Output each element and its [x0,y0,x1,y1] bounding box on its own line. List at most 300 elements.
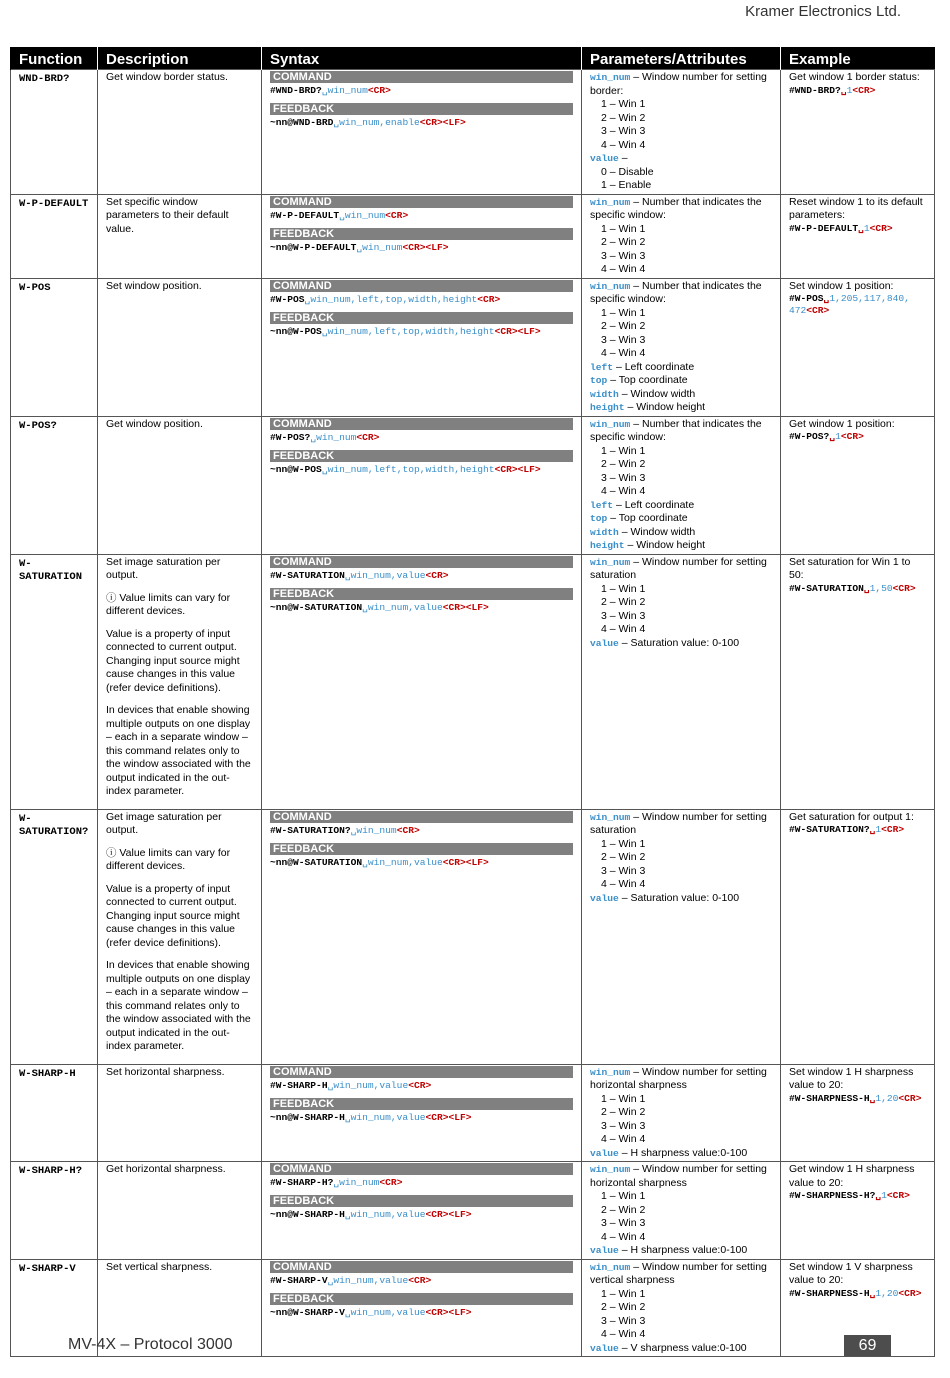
description-paragraph: Value is a property of input connected to current output. Changing input source might cause changes in this value (refer device definitions). [106,882,240,949]
command-label: COMMAND [270,556,573,568]
feedback-syntax [270,240,573,260]
function-cell: W-SHARP-V [11,1259,98,1357]
feedback-syntax-part: ␣win_num,enable [333,117,420,128]
example-command-part: 1 [863,222,870,234]
feedback-syntax-part: ␣win_num,left,top,width,height [321,325,495,337]
parameter-description: – Window number for setting border: [590,71,767,97]
table-row [11,1162,935,1260]
function-cell: W-P-DEFAULT [11,194,98,278]
command-syntax-part: #W-SHARP-H? [270,1177,334,1188]
feedback-syntax [270,600,573,620]
description-cell [98,1162,262,1260]
example-command-part: <CR> [898,1092,922,1104]
parameter-line [590,1244,772,1258]
example-command-part: <CR> [881,824,905,835]
parameter-option: 4 – Win 4 [601,347,646,359]
command-label: COMMAND [270,1163,573,1175]
parameter-description: – Number that indicates the specific window: [590,279,762,305]
company-name: Kramer Electronics Ltd. [745,3,901,20]
command-syntax-part: #W-POS? [270,431,311,443]
parameter-option: 1 – Win 1 [601,1092,646,1105]
description-paragraph: Get window border status. [106,71,228,83]
command-syntax-part: <CR> [379,1177,403,1188]
parameter-description: – Window number for setting horizontal sharpness [590,1163,767,1189]
example-cell [781,278,935,416]
description-paragraph: Value is a property of input connected to current output. Changing input source might cause changes in this value (refer device definitions). [106,627,240,694]
parameter-name: left [590,361,614,373]
example-cell [781,809,935,1064]
feedback-syntax-part: <CR><LF> [442,601,489,613]
parameter-description: – Left coordinate [613,498,695,511]
command-label: COMMAND [270,280,573,292]
parameter-option: 1 – Win 1 [601,1190,646,1202]
parameter-name: height [590,540,625,551]
example-command-part: #WND-BRD? [789,84,841,96]
command-syntax-part: ␣win_num [350,824,397,836]
syntax-cell [262,809,582,1064]
table-row [11,809,935,1064]
parameter-option: 1 – Enable [601,179,652,191]
example-command-part: 1,50 [869,582,893,594]
page-number: 69 [844,1335,891,1356]
feedback-syntax-part: ␣win_num [356,241,403,253]
feedback-syntax-part: ~nn@W-SATURATION [270,601,363,613]
example-text: Get saturation for output 1: [789,810,914,823]
example-command-part: #W-SHARPNESS-H [789,1092,870,1104]
feedback-syntax-part: ␣win_num,left,top,width,height [321,463,495,475]
example-command [789,293,926,317]
parameter-description: – Window width [618,387,696,400]
function-cell: W-SATURATION? [11,809,98,1064]
footer-product: MV-4X – Protocol 3000 [68,1336,233,1353]
parameter-description: – H sharpness value:0-100 [618,1244,748,1256]
parameter-name: win_num [590,1066,631,1078]
command-label: COMMAND [270,1261,573,1273]
column-header-example: Example [781,47,935,70]
command-syntax [270,292,573,312]
parameter-description: – Saturation value: 0-100 [618,636,740,649]
parameter-option: 1 – Win 1 [601,98,646,110]
function-cell: W-SATURATION [11,554,98,809]
parameter-description: – Left coordinate [613,360,695,373]
description-cell [98,1064,262,1162]
description-paragraph: Set horizontal sharpness. [106,1065,225,1078]
command-syntax-part: ␣win_num,value [327,1079,409,1091]
column-header-function: Function [11,47,98,70]
example-command-part: 1 [835,431,841,442]
parameter-option: 4 – Win 4 [601,1328,646,1340]
feedback-syntax-part: ~nn@W-POS [270,325,322,337]
command-syntax-part: <CR> [425,569,449,581]
description-paragraph: Set window position. [106,279,202,292]
command-label: COMMAND [270,71,573,83]
description-cell [98,278,262,416]
parameter-line [590,539,772,553]
command-syntax [270,83,573,103]
parameter-line [590,361,772,375]
feedback-label: FEEDBACK [270,843,573,855]
feedback-syntax-part: ~nn@W-SHARP-H [270,1209,345,1220]
parameter-description: – Window number for setting vertical sharpness [590,1260,767,1286]
parameter-description: – H sharpness value:0-100 [618,1146,748,1159]
command-syntax-part: ␣win_num,left,top,width,height [304,293,478,305]
example-command-part: #W-POS? [789,431,830,442]
parameter-line [590,374,772,388]
example-command-part: <CR> [806,305,830,316]
example-command-part: ␣ [829,431,836,442]
parameter-line [590,556,772,583]
parameter-description: – Saturation value: 0-100 [618,891,740,904]
function-cell: WND-BRD? [11,70,98,195]
table-row [11,194,935,278]
syntax-cell [262,70,582,195]
example-command-part: <CR> [898,1287,922,1299]
parameter-option: 4 – Win 4 [601,1133,646,1145]
parameters-cell [582,1259,781,1357]
description-cell [98,554,262,809]
parameter-line [590,71,772,98]
parameter-name: win_num [590,280,631,292]
description-paragraph: Get horizontal sharpness. [106,1163,226,1175]
parameter-option: 3 – Win 3 [601,249,646,262]
function-cell: W-POS? [11,416,98,554]
feedback-syntax-part: ␣win_num,value [344,1306,426,1318]
parameters-cell [582,194,781,278]
example-command [789,431,926,443]
parameter-line [590,152,772,166]
example-text: Set window 1 V sharpness value to 20: [789,1260,913,1286]
parameter-name: value [590,1245,619,1256]
example-command [789,223,926,235]
parameter-line [590,1261,772,1288]
example-cell [781,1162,935,1260]
example-command-part: 1,20 [875,1092,899,1104]
parameter-option: 2 – Win 2 [601,1301,646,1313]
parameter-option: 2 – Win 2 [601,111,646,124]
example-cell [781,70,935,195]
table-header-row [11,47,935,70]
feedback-label: FEEDBACK [270,1098,573,1110]
syntax-cell [262,278,582,416]
syntax-cell [262,194,582,278]
command-syntax-part: <CR> [385,209,409,221]
parameter-name: win_num [590,418,631,430]
parameter-line [590,512,772,526]
command-syntax [270,823,573,843]
parameter-name: top [590,513,608,524]
feedback-syntax [270,324,573,344]
parameter-description: – Window width [618,525,696,538]
feedback-label: FEEDBACK [270,103,573,115]
parameter-name: width [590,526,619,538]
parameter-option: 3 – Win 3 [601,471,646,484]
parameter-line [590,196,772,223]
parameter-option: 2 – Win 2 [601,851,646,863]
command-label: COMMAND [270,811,573,823]
example-command [789,824,926,836]
example-command-part: #W-POS [789,293,824,304]
parameter-option: 2 – Win 2 [601,320,646,332]
parameter-option: 1 – Win 1 [601,444,646,457]
parameter-name: left [590,499,614,511]
command-syntax-part: <CR> [408,1079,432,1091]
syntax-cell [262,554,582,809]
table-row [11,416,935,554]
command-label: COMMAND [270,418,573,430]
command-syntax [270,430,573,450]
example-command [789,583,926,595]
parameter-option: 3 – Win 3 [601,864,646,877]
feedback-syntax [270,462,573,482]
parameter-option: 3 – Win 3 [601,1119,646,1132]
parameters-cell [582,554,781,809]
example-text: Set window 1 H sharpness value to 20: [789,1065,914,1091]
feedback-syntax-part: <CR><LF> [402,241,449,253]
feedback-label: FEEDBACK [270,1195,573,1207]
parameter-description: – Window height [624,539,706,551]
example-cell [781,194,935,278]
parameter-description: – [618,152,628,164]
command-syntax-part: <CR> [408,1274,432,1286]
description-cell [98,194,262,278]
function-cell: W-POS [11,278,98,416]
table-body [11,70,935,1357]
command-syntax [270,568,573,588]
feedback-syntax [270,1207,573,1227]
command-syntax [270,1078,573,1098]
command-syntax-part: <CR> [356,431,380,443]
example-command-part: <CR> [852,84,876,96]
description-paragraph: Get image saturation per output. [106,810,222,836]
feedback-syntax-part: <CR><LF> [494,463,541,475]
description-paragraph: ⓘ Value limits can vary for different devices. [106,591,231,617]
parameter-option: 4 – Win 4 [601,1230,646,1243]
parameter-option: 4 – Win 4 [601,263,646,275]
description-cell [98,809,262,1064]
parameter-description: – Number that indicates the specific window: [590,195,762,221]
description-cell [98,70,262,195]
table-row [11,70,935,195]
command-label: COMMAND [270,196,573,208]
example-command [789,1288,926,1300]
feedback-syntax [270,115,573,135]
parameter-description: – Window number for setting saturation [590,555,767,581]
parameters-cell [582,278,781,416]
parameter-option: 4 – Win 4 [601,485,646,497]
command-syntax-part: #WND-BRD? [270,85,322,96]
command-syntax-part: <CR> [396,824,420,836]
example-command-part: #W-SHARPNESS-H? [789,1190,876,1201]
feedback-label: FEEDBACK [270,588,573,600]
feedback-syntax-part: ~nn@W-SHARP-H [270,1111,345,1123]
parameter-name: value [590,637,619,649]
parameter-option: 2 – Win 2 [601,1203,646,1216]
example-cell [781,554,935,809]
parameter-option: 1 – Win 1 [601,1287,646,1300]
parameter-line [590,892,772,906]
example-text: Set saturation for Win 1 to 50: [789,555,911,581]
parameter-line [590,811,772,838]
example-text: Set window 1 position: [789,279,894,292]
parameter-option: 2 – Win 2 [601,596,646,608]
parameter-line [590,499,772,513]
example-command-part: ␣ [823,293,830,304]
description-cell [98,416,262,554]
parameter-name: win_num [590,811,631,823]
example-command-part: <CR> [869,222,893,234]
parameters-cell [582,1162,781,1260]
function-cell: W-SHARP-H? [11,1162,98,1260]
parameter-line [590,1066,772,1093]
column-header-syntax: Syntax [262,47,582,70]
command-syntax-part: ␣win_num,value [327,1274,409,1286]
feedback-syntax-part: ␣win_num,value [344,1209,426,1220]
example-text: Reset window 1 to its default parameters: [789,195,923,221]
parameters-cell [582,809,781,1064]
parameters-cell [582,70,781,195]
example-command-part: ␣ [869,824,876,835]
description-paragraph: Set specific window parameters to their default value. [106,195,229,235]
feedback-syntax-part: ␣win_num,value [362,856,443,868]
feedback-syntax [270,1305,573,1325]
parameter-line [590,1147,772,1161]
example-command-part: ␣ [858,222,864,234]
parameter-option: 0 – Disable [601,165,654,178]
parameter-name: value [590,1342,619,1354]
command-syntax [270,208,573,228]
parameter-option: 3 – Win 3 [601,333,646,346]
feedback-syntax-part: ~nn@WND-BRD [270,117,334,128]
parameter-option: 2 – Win 2 [601,1106,646,1118]
parameter-name: win_num [590,196,631,208]
feedback-label: FEEDBACK [270,1293,573,1305]
parameter-name: value [590,892,619,904]
parameter-name: height [590,402,625,413]
command-syntax-part: ␣win_num,value [344,569,426,581]
feedback-syntax-part: <CR><LF> [425,1306,472,1318]
description-paragraph: Set vertical sharpness. [106,1260,213,1273]
parameter-name: win_num [590,1164,631,1175]
parameter-option: 2 – Win 2 [601,236,646,248]
parameter-line [590,1342,772,1356]
example-command-part: ␣ [875,1190,882,1201]
description-paragraph: In devices that enable showing multiple outputs on one display – each in a separate window – this command relates only to the window associated with the output indicated in the out-index parameter. [106,704,251,797]
example-text: Get window 1 border status: [789,71,920,83]
example-command-part: <CR> [840,431,864,442]
command-syntax-part: ␣win_num [310,431,357,443]
parameter-option: 3 – Win 3 [601,1217,646,1229]
parameter-name: value [590,153,619,164]
command-syntax-part: ␣win_num [333,1177,380,1188]
feedback-label: FEEDBACK [270,312,573,324]
parameter-description: – Window number for setting saturation [590,810,767,836]
example-command-part: 1 [881,1190,887,1201]
column-header-parameters: Parameters/Attributes [582,47,781,70]
parameter-name: top [590,375,608,386]
feedback-syntax-part: ~nn@W-SHARP-V [270,1306,345,1318]
example-cell [781,1064,935,1162]
example-command-part: <CR> [886,1190,910,1201]
parameter-option: 1 – Win 1 [601,222,646,235]
example-command-part: <CR> [892,582,916,594]
feedback-syntax-part: <CR><LF> [442,856,489,868]
parameter-line [590,418,772,445]
example-command-part: #W-SHARPNESS-H [789,1287,870,1299]
parameter-name: value [590,1147,619,1159]
feedback-syntax-part: ~nn@W-P-DEFAULT [270,241,357,253]
example-command [789,1093,926,1105]
parameter-line [590,401,772,415]
example-command-part: ␣ [869,1092,876,1104]
function-cell: W-SHARP-H [11,1064,98,1162]
command-syntax-part: ␣win_num [321,85,368,96]
parameter-option: 4 – Win 4 [601,138,646,151]
parameter-name: win_num [590,1261,631,1273]
command-label: COMMAND [270,1066,573,1078]
parameter-description: – V sharpness value:0-100 [618,1341,747,1354]
parameter-option: 3 – Win 3 [601,1314,646,1327]
protocol-table [10,47,935,1357]
feedback-syntax [270,855,573,875]
parameter-description: – Number that indicates the specific window: [590,417,762,443]
command-syntax-part: #W-P-DEFAULT [270,209,340,221]
feedback-syntax-part: <CR><LF> [419,117,466,128]
parameter-line [590,526,772,540]
table-row [11,554,935,809]
command-syntax-part: #W-SATURATION? [270,824,351,836]
description-paragraph: Get window position. [106,417,203,430]
feedback-label: FEEDBACK [270,228,573,240]
parameter-line [590,1163,772,1190]
feedback-syntax-part: ~nn@W-SATURATION [270,856,363,868]
parameter-line [590,280,772,307]
parameter-name: width [590,388,619,400]
parameter-option: 1 – Win 1 [601,837,646,850]
description-paragraph: In devices that enable showing multiple outputs on one display – each in a separate window – this command relates only to the window associated with the output indicated in the out-index parameter. [106,959,251,1052]
example-text: Get window 1 position: [789,417,895,430]
syntax-cell [262,1162,582,1260]
parameter-name: win_num [590,556,631,568]
command-syntax [270,1175,573,1195]
example-command-part: #W-P-DEFAULT [789,222,859,234]
command-syntax-part: ␣win_num [339,209,386,221]
parameter-name: win_num [590,72,631,83]
command-syntax-part: #W-SATURATION [270,569,345,581]
command-syntax-part: #W-POS [270,293,305,305]
feedback-syntax-part: ␣win_num,value [362,601,443,613]
command-syntax-part: <CR> [477,293,501,305]
feedback-syntax-part: <CR><LF> [425,1111,472,1123]
example-command-part: 1,205,117,840, 472 [789,293,910,316]
parameter-line [590,637,772,651]
description-paragraph: Set image saturation per output. [106,555,221,581]
feedback-syntax-part: <CR><LF> [425,1209,472,1220]
parameter-description: – Window number for setting horizontal sharpness [590,1065,767,1091]
parameter-line [590,388,772,402]
example-command [789,1190,926,1202]
parameter-description: – Top coordinate [607,374,688,386]
description-paragraph: ⓘ Value limits can vary for different devices. [106,846,231,872]
parameter-option: 4 – Win 4 [601,878,646,890]
example-command-part: 1 [875,824,882,835]
table-row [11,1064,935,1162]
example-command-part: #W-SATURATION [789,582,864,594]
column-header-description: Description [98,47,262,70]
parameter-description: – Top coordinate [607,512,688,524]
example-command-part: 1,20 [875,1287,899,1299]
command-syntax [270,1273,573,1293]
syntax-cell [262,1064,582,1162]
